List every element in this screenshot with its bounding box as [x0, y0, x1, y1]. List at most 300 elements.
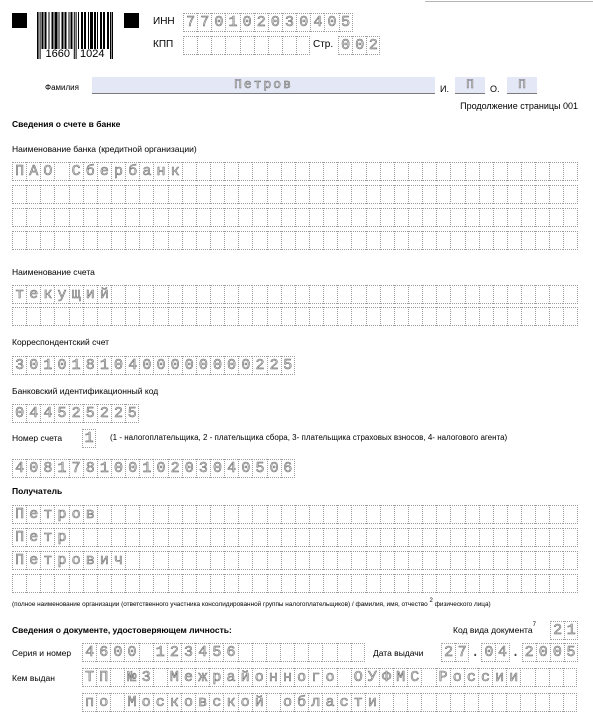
recipient-field-line-4-cell[interactable]: [281, 574, 295, 593]
bank-name-field-line-2-cell[interactable]: [54, 185, 68, 204]
recipient-field-line-2-cell[interactable]: [323, 528, 337, 547]
recipient-field-line-2-cell[interactable]: [224, 528, 238, 547]
bank-name-field-line-3-cell[interactable]: [337, 208, 351, 227]
bank-name-field-line-4-cell[interactable]: [139, 231, 153, 250]
recipient-field-line-4-cell[interactable]: [83, 574, 97, 593]
bank-name-field-line-1-cell[interactable]: [210, 162, 224, 181]
bank-name-field-line-4-cell[interactable]: [479, 231, 493, 250]
recipient-field-line-1[interactable]: [12, 505, 578, 524]
issued-by-field-line-2-cell[interactable]: о: [238, 693, 252, 712]
issued-by-field-line-2-cell[interactable]: к: [223, 693, 237, 712]
bank-name-field-line-1-cell[interactable]: е: [97, 162, 111, 181]
bank-name-field-line-1-cell[interactable]: [281, 162, 295, 181]
recipient-field-line-2-cell[interactable]: [479, 528, 493, 547]
bank-name-field-line-3-cell[interactable]: [54, 208, 68, 227]
recipient-field-line-3-cell[interactable]: о: [69, 551, 83, 570]
bank-name-field-line-2-cell[interactable]: [196, 185, 210, 204]
recipient-field-line-1-cell[interactable]: о: [69, 505, 83, 524]
bank-name-field-line-2-cell[interactable]: [83, 185, 97, 204]
issued-by-field-line-1-cell[interactable]: Ф: [379, 668, 393, 687]
account-number-field-cell[interactable]: 6: [281, 459, 295, 478]
recipient-field-line-2-cell[interactable]: [408, 528, 422, 547]
account-name-field-line-2-cell[interactable]: [153, 307, 167, 326]
recipient-field-line-3-cell[interactable]: [408, 551, 422, 570]
recipient-field-line-3-cell[interactable]: [168, 551, 182, 570]
bik-field-cell[interactable]: 5: [54, 404, 68, 423]
series-number-field-cell[interactable]: [308, 643, 322, 662]
page-number-field[interactable]: [338, 36, 380, 55]
account-name-field-line-1-cell[interactable]: [182, 285, 196, 304]
recipient-field-line-1-cell[interactable]: [351, 505, 365, 524]
bank-name-field-line-1-cell[interactable]: [436, 162, 450, 181]
issued-by-field-line-1-cell[interactable]: У: [365, 668, 379, 687]
issued-by-field-line-2-cell[interactable]: с: [153, 693, 167, 712]
inn-field-cell[interactable]: 0: [324, 13, 338, 32]
account-name-field-line-1-cell[interactable]: [549, 285, 563, 304]
recipient-field-line-2-cell[interactable]: [507, 528, 521, 547]
bank-name-field-line-2[interactable]: [12, 185, 578, 204]
series-number-field-cell[interactable]: 0: [110, 643, 124, 662]
inn-field-cell[interactable]: 7: [197, 13, 211, 32]
recipient-field-line-1-cell[interactable]: [507, 505, 521, 524]
bank-name-field-line-2-cell[interactable]: [521, 185, 535, 204]
kpp-field-cell[interactable]: [197, 36, 211, 55]
account-name-field-line-2-cell[interactable]: [436, 307, 450, 326]
issued-by-field-line-1-cell[interactable]: е: [181, 668, 195, 687]
bank-name-field-line-4-cell[interactable]: [549, 231, 563, 250]
bank-name-field-line-4-cell[interactable]: [168, 231, 182, 250]
bank-name-field-line-1-cell[interactable]: [563, 162, 577, 181]
bank-name-field-line-1-cell[interactable]: [493, 162, 507, 181]
inn-field-cell[interactable]: 1: [225, 13, 239, 32]
recipient-field-line-4-cell[interactable]: [139, 574, 153, 593]
recipient-field-line-3-cell[interactable]: [281, 551, 295, 570]
recipient-field-line-1-cell[interactable]: [139, 505, 153, 524]
account-name-field-line-1-cell[interactable]: [366, 285, 380, 304]
recipient-field-line-1-cell[interactable]: [238, 505, 252, 524]
account-name-field-line-1-cell[interactable]: [238, 285, 252, 304]
recipient-field-line-2-cell[interactable]: р: [54, 528, 68, 547]
issued-by-field-line-1-cell[interactable]: [520, 668, 534, 687]
recipient-field-line-3-cell[interactable]: [295, 551, 309, 570]
account-number-field-cell[interactable]: 8: [83, 459, 97, 478]
recipient-field-line-3-cell[interactable]: [139, 551, 153, 570]
issued-by-field-line-2-cell[interactable]: [563, 693, 577, 712]
account-number-field-cell[interactable]: 3: [196, 459, 210, 478]
bank-name-field-line-2-cell[interactable]: [139, 185, 153, 204]
account-name-field-line-2-cell[interactable]: [168, 307, 182, 326]
account-name-field-line-1-cell[interactable]: [323, 285, 337, 304]
corr-account-field-cell[interactable]: 0: [210, 356, 224, 375]
account-number-field-cell[interactable]: 0: [125, 459, 139, 478]
recipient-field-line-4[interactable]: [12, 574, 578, 593]
account-name-field-line-1-cell[interactable]: к: [40, 285, 54, 304]
recipient-field-line-1-cell[interactable]: [295, 505, 309, 524]
corr-account-field-cell[interactable]: 5: [281, 356, 295, 375]
bank-name-field-line-4-cell[interactable]: [295, 231, 309, 250]
bank-name-field-line-3-cell[interactable]: [69, 208, 83, 227]
issued-by-field-line-2-cell[interactable]: й: [252, 693, 266, 712]
bank-name-field-line-3-cell[interactable]: [422, 208, 436, 227]
bank-name-field-line-4[interactable]: [12, 231, 578, 250]
account-name-field-line-1-cell[interactable]: [351, 285, 365, 304]
account-name-field-line-2-cell[interactable]: [54, 307, 68, 326]
inn-field-cell[interactable]: 0: [240, 13, 254, 32]
account-name-field-line-2-cell[interactable]: [366, 307, 380, 326]
bank-name-field-line-2-cell[interactable]: [182, 185, 196, 204]
issued-by-field-line-2-cell[interactable]: [492, 693, 506, 712]
bank-name-field-line-3-cell[interactable]: [380, 208, 394, 227]
bank-name-field-line-1-cell[interactable]: О: [40, 162, 54, 181]
issued-by-field-line-2-cell[interactable]: [520, 693, 534, 712]
recipient-field-line-2-cell[interactable]: [337, 528, 351, 547]
recipient-field-line-4-cell[interactable]: [394, 574, 408, 593]
bank-name-field-line-1-cell[interactable]: [422, 162, 436, 181]
issue-date-field-cell[interactable]: 0: [481, 643, 495, 662]
corr-account-field-cell[interactable]: 0: [54, 356, 68, 375]
recipient-field-line-2-cell[interactable]: [182, 528, 196, 547]
recipient-field-line-1-cell[interactable]: т: [40, 505, 54, 524]
bank-name-field-line-1-cell[interactable]: а: [139, 162, 153, 181]
issued-by-field-line-1-cell[interactable]: П: [96, 668, 110, 687]
account-name-field-line-1-cell[interactable]: [493, 285, 507, 304]
account-name-field-line-2-cell[interactable]: [111, 307, 125, 326]
page-number-field-cell[interactable]: 2: [366, 36, 380, 55]
bank-name-field-line-4-cell[interactable]: [351, 231, 365, 250]
issued-by-field-line-1-cell[interactable]: н: [266, 668, 280, 687]
issue-date-field-cell[interactable]: 0: [550, 643, 564, 662]
corr-account-field-cell[interactable]: 0: [168, 356, 182, 375]
recipient-field-line-1-cell[interactable]: [210, 505, 224, 524]
series-number-field-cell[interactable]: 1: [153, 643, 167, 662]
recipient-field-line-4-cell[interactable]: [549, 574, 563, 593]
bank-name-field-line-2-cell[interactable]: [97, 185, 111, 204]
recipient-field-line-2-cell[interactable]: [450, 528, 464, 547]
recipient-field-line-3-cell[interactable]: [493, 551, 507, 570]
bank-name-field-line-4-cell[interactable]: [394, 231, 408, 250]
issued-by-field-line-1-cell[interactable]: Р: [436, 668, 450, 687]
account-name-field-line-2-cell[interactable]: [69, 307, 83, 326]
bik-field-cell[interactable]: 0: [12, 404, 26, 423]
account-name-field-line-1-cell[interactable]: е: [26, 285, 40, 304]
issued-by-field-line-1-cell[interactable]: [110, 668, 124, 687]
issue-date-field-cell[interactable]: 4: [495, 643, 509, 662]
recipient-field-line-1-cell[interactable]: П: [12, 505, 26, 524]
account-name-field-line-1-cell[interactable]: [436, 285, 450, 304]
recipient-field-line-2-cell[interactable]: [210, 528, 224, 547]
account-name-field-line-2-cell[interactable]: [351, 307, 365, 326]
recipient-field-line-1-cell[interactable]: в: [83, 505, 97, 524]
account-number-field-cell[interactable]: 4: [12, 459, 26, 478]
recipient-field-line-1-cell[interactable]: [323, 505, 337, 524]
issued-by-field-line-1-cell[interactable]: [153, 668, 167, 687]
account-name-field-line-1-cell[interactable]: й: [97, 285, 111, 304]
bank-name-field-line-2-cell[interactable]: [366, 185, 380, 204]
recipient-field-line-4-cell[interactable]: [210, 574, 224, 593]
corr-account-field-cell[interactable]: 0: [26, 356, 40, 375]
account-name-field-line-2-cell[interactable]: [309, 307, 323, 326]
account-name-field-line-2-cell[interactable]: [521, 307, 535, 326]
bank-name-field-line-3-cell[interactable]: [507, 208, 521, 227]
bank-name-field-line-4-cell[interactable]: [12, 231, 26, 250]
corr-account-field-cell[interactable]: 2: [252, 356, 266, 375]
corr-account-field-cell[interactable]: 1: [40, 356, 54, 375]
account-name-field-line-2-cell[interactable]: [563, 307, 577, 326]
bank-name-field-line-1-cell[interactable]: б: [83, 162, 97, 181]
bank-name-field-line-1-cell[interactable]: [224, 162, 238, 181]
account-name-field-line-2-cell[interactable]: [139, 307, 153, 326]
account-name-field-line-1-cell[interactable]: [422, 285, 436, 304]
issued-by-field-line-1-cell[interactable]: Т: [82, 668, 96, 687]
account-name-field-line-2-cell[interactable]: [479, 307, 493, 326]
bank-name-field-line-3-cell[interactable]: [153, 208, 167, 227]
recipient-field-line-4-cell[interactable]: [323, 574, 337, 593]
account-name-field-line-2-cell[interactable]: [224, 307, 238, 326]
bank-name-field-line-2-cell[interactable]: [26, 185, 40, 204]
bank-name-field-line-3-cell[interactable]: [323, 208, 337, 227]
bank-name-field-line-4-cell[interactable]: [238, 231, 252, 250]
series-number-field-cell[interactable]: 0: [124, 643, 138, 662]
corr-account-field-cell[interactable]: 1: [97, 356, 111, 375]
account-name-field-line-2-cell[interactable]: [493, 307, 507, 326]
page-number-field-cell[interactable]: 0: [352, 36, 366, 55]
account-name-field-line-1-cell[interactable]: и: [83, 285, 97, 304]
recipient-field-line-1-cell[interactable]: [182, 505, 196, 524]
corr-account-field-cell[interactable]: 0: [111, 356, 125, 375]
account-number-field-cell[interactable]: 0: [210, 459, 224, 478]
bank-name-field-line-1-cell[interactable]: [479, 162, 493, 181]
recipient-field-line-2[interactable]: [12, 528, 578, 547]
bank-name-field-line-1-cell[interactable]: [380, 162, 394, 181]
issued-by-field-line-2-cell[interactable]: [464, 693, 478, 712]
recipient-field-line-1-cell[interactable]: [366, 505, 380, 524]
account-number-field[interactable]: [12, 459, 295, 478]
recipient-field-line-2-cell[interactable]: [535, 528, 549, 547]
account-number-field-cell[interactable]: 0: [26, 459, 40, 478]
recipient-field-line-2-cell[interactable]: [436, 528, 450, 547]
recipient-field-line-2-cell[interactable]: [521, 528, 535, 547]
recipient-field-line-1-cell[interactable]: [111, 505, 125, 524]
bank-name-field-line-3-cell[interactable]: [281, 208, 295, 227]
recipient-field-line-4-cell[interactable]: [69, 574, 83, 593]
bank-name-field-line-3-cell[interactable]: [97, 208, 111, 227]
recipient-field-line-4-cell[interactable]: [54, 574, 68, 593]
account-name-field-line-1-cell[interactable]: т: [12, 285, 26, 304]
bank-name-field-line-2-cell[interactable]: [323, 185, 337, 204]
issued-by-field-line-2[interactable]: [82, 693, 577, 712]
kpp-field-cell[interactable]: [183, 36, 197, 55]
account-name-field-line-1-cell[interactable]: у: [54, 285, 68, 304]
account-name-field-line-2-cell[interactable]: [252, 307, 266, 326]
recipient-field-line-4-cell[interactable]: [563, 574, 577, 593]
account-name-field-line-1-cell[interactable]: [168, 285, 182, 304]
bank-name-field-line-1-cell[interactable]: [252, 162, 266, 181]
corr-account-field-cell[interactable]: 0: [153, 356, 167, 375]
recipient-field-line-3-cell[interactable]: [465, 551, 479, 570]
recipient-field-line-3-cell[interactable]: ч: [111, 551, 125, 570]
bank-name-field-line-4-cell[interactable]: [210, 231, 224, 250]
bank-name-field-line-1-cell[interactable]: [521, 162, 535, 181]
account-name-field-line-2-cell[interactable]: [40, 307, 54, 326]
account-name-field-line-1-cell[interactable]: [153, 285, 167, 304]
issued-by-field-line-2-cell[interactable]: [436, 693, 450, 712]
bank-name-field-line-3[interactable]: [12, 208, 578, 227]
recipient-field-line-3-cell[interactable]: [323, 551, 337, 570]
issued-by-field-line-1-cell[interactable]: о: [294, 668, 308, 687]
recipient-field-line-4-cell[interactable]: [26, 574, 40, 593]
issued-by-field-line-2-cell[interactable]: [421, 693, 435, 712]
bank-name-field-line-1-cell[interactable]: [507, 162, 521, 181]
bank-name-field-line-2-cell[interactable]: [281, 185, 295, 204]
series-number-field-cell[interactable]: 6: [223, 643, 237, 662]
issued-by-field-line-1-cell[interactable]: 3: [139, 668, 153, 687]
account-type-field[interactable]: [82, 429, 96, 448]
recipient-field-line-2-cell[interactable]: [563, 528, 577, 547]
account-name-field-line-1[interactable]: [12, 285, 578, 304]
bank-name-field-line-2-cell[interactable]: [549, 185, 563, 204]
recipient-field-line-1-cell[interactable]: [450, 505, 464, 524]
issued-by-field-line-2-cell[interactable]: о: [181, 693, 195, 712]
inn-field-cell[interactable]: 0: [211, 13, 225, 32]
bank-name-field-line-1-cell[interactable]: [309, 162, 323, 181]
account-number-field-cell[interactable]: 5: [252, 459, 266, 478]
series-number-field-cell[interactable]: 4: [82, 643, 96, 662]
kpp-field-cell[interactable]: [225, 36, 239, 55]
issued-by-field-line-2-cell[interactable]: т: [351, 693, 365, 712]
bank-name-field-line-3-cell[interactable]: [111, 208, 125, 227]
account-name-field-line-2[interactable]: [12, 307, 578, 326]
account-name-field-line-2-cell[interactable]: [450, 307, 464, 326]
recipient-field-line-4-cell[interactable]: [535, 574, 549, 593]
issued-by-field-line-1-cell[interactable]: [535, 668, 549, 687]
bank-name-field-line-3-cell[interactable]: [252, 208, 266, 227]
bank-name-field-line-4-cell[interactable]: [535, 231, 549, 250]
kpp-field-cell[interactable]: [254, 36, 268, 55]
issued-by-field-line-2-cell[interactable]: с: [209, 693, 223, 712]
account-number-field-cell[interactable]: 0: [267, 459, 281, 478]
bank-name-field-line-3-cell[interactable]: [83, 208, 97, 227]
recipient-field-line-1-cell[interactable]: [309, 505, 323, 524]
inn-field-cell[interactable]: 5: [339, 13, 353, 32]
series-number-field-cell[interactable]: [280, 643, 294, 662]
bank-name-field-line-3-cell[interactable]: [238, 208, 252, 227]
recipient-field-line-4-cell[interactable]: [521, 574, 535, 593]
recipient-field-line-2-cell[interactable]: [465, 528, 479, 547]
bank-name-field-line-2-cell[interactable]: [210, 185, 224, 204]
account-name-field-line-2-cell[interactable]: [210, 307, 224, 326]
bank-name-field-line-4-cell[interactable]: [26, 231, 40, 250]
recipient-field-line-1-cell[interactable]: [267, 505, 281, 524]
issue-date-field-cell[interactable]: 2: [522, 643, 536, 662]
bank-name-field-line-2-cell[interactable]: [507, 185, 521, 204]
issued-by-field-line-2-cell[interactable]: к: [167, 693, 181, 712]
bank-name-field-line-1-cell[interactable]: А: [26, 162, 40, 181]
account-name-field-line-2-cell[interactable]: [394, 307, 408, 326]
bank-name-field-line-4-cell[interactable]: [267, 231, 281, 250]
account-name-field-line-1-cell[interactable]: [408, 285, 422, 304]
document-type-code-field[interactable]: [550, 621, 578, 640]
bank-name-field-line-1-cell[interactable]: н: [153, 162, 167, 181]
bank-name-field-line-4-cell[interactable]: [450, 231, 464, 250]
corr-account-field-cell[interactable]: 0: [196, 356, 210, 375]
issued-by-field-line-1-cell[interactable]: о: [450, 668, 464, 687]
bank-name-field-line-2-cell[interactable]: [380, 185, 394, 204]
recipient-field-line-3-cell[interactable]: [521, 551, 535, 570]
bank-name-field-line-1-cell[interactable]: [535, 162, 549, 181]
account-name-field-line-1-cell[interactable]: [281, 285, 295, 304]
issued-by-field-line-2-cell[interactable]: [535, 693, 549, 712]
recipient-field-line-3-cell[interactable]: [549, 551, 563, 570]
recipient-field-line-1-cell[interactable]: [493, 505, 507, 524]
recipient-field-line-1-cell[interactable]: [521, 505, 535, 524]
account-name-field-line-2-cell[interactable]: [337, 307, 351, 326]
series-number-field-cell[interactable]: 6: [96, 643, 110, 662]
account-name-field-line-2-cell[interactable]: [295, 307, 309, 326]
account-name-field-line-2-cell[interactable]: [422, 307, 436, 326]
recipient-field-line-4-cell[interactable]: [12, 574, 26, 593]
recipient-field-line-2-cell[interactable]: [366, 528, 380, 547]
bank-name-field-line-4-cell[interactable]: [54, 231, 68, 250]
bank-name-field-line-3-cell[interactable]: [366, 208, 380, 227]
bank-name-field-line-2-cell[interactable]: [125, 185, 139, 204]
recipient-field-line-4-cell[interactable]: [168, 574, 182, 593]
issued-by-field-line-2-cell[interactable]: [549, 693, 563, 712]
issued-by-field-line-2-cell[interactable]: л: [308, 693, 322, 712]
recipient-field-line-1-cell[interactable]: [252, 505, 266, 524]
bank-name-field-line-3-cell[interactable]: [196, 208, 210, 227]
bank-name-field-line-1-cell[interactable]: [366, 162, 380, 181]
account-name-field-line-2-cell[interactable]: [281, 307, 295, 326]
account-name-field-line-2-cell[interactable]: [267, 307, 281, 326]
recipient-field-line-1-cell[interactable]: [337, 505, 351, 524]
inn-field-cell[interactable]: 0: [268, 13, 282, 32]
account-name-field-line-2-cell[interactable]: [507, 307, 521, 326]
bank-name-field-line-1-cell[interactable]: [450, 162, 464, 181]
account-name-field-line-1-cell[interactable]: [224, 285, 238, 304]
inn-field-cell[interactable]: 3: [282, 13, 296, 32]
recipient-field-line-2-cell[interactable]: [83, 528, 97, 547]
series-number-field-cell[interactable]: [139, 643, 153, 662]
bank-name-field-line-1-cell[interactable]: [267, 162, 281, 181]
account-name-field-line-2-cell[interactable]: [465, 307, 479, 326]
bank-name-field-line-1-cell[interactable]: [54, 162, 68, 181]
issued-by-field-line-2-cell[interactable]: с: [337, 693, 351, 712]
issued-by-field-line-1-cell[interactable]: М: [393, 668, 407, 687]
account-name-field-line-1-cell[interactable]: [139, 285, 153, 304]
recipient-field-line-2-cell[interactable]: [196, 528, 210, 547]
recipient-field-line-3-cell[interactable]: [153, 551, 167, 570]
recipient-field-line-4-cell[interactable]: [295, 574, 309, 593]
recipient-field-line-3-cell[interactable]: [479, 551, 493, 570]
bik-field-cell[interactable]: 4: [26, 404, 40, 423]
bank-name-field-line-2-cell[interactable]: [394, 185, 408, 204]
bank-name-field-line-2-cell[interactable]: [69, 185, 83, 204]
bik-field[interactable]: [12, 404, 139, 423]
bank-name-field-line-2-cell[interactable]: [40, 185, 54, 204]
recipient-field-line-2-cell[interactable]: [238, 528, 252, 547]
bik-field-cell[interactable]: 5: [125, 404, 139, 423]
account-number-field-cell[interactable]: 1: [139, 459, 153, 478]
recipient-field-line-1-cell[interactable]: [436, 505, 450, 524]
series-number-field-cell[interactable]: [322, 643, 336, 662]
issued-by-field-line-2-cell[interactable]: и: [365, 693, 379, 712]
issue-date-field-cell[interactable]: 5: [564, 643, 578, 662]
recipient-field-line-2-cell[interactable]: [267, 528, 281, 547]
issued-by-field-line-1-cell[interactable]: с: [478, 668, 492, 687]
recipient-field-line-2-cell[interactable]: [252, 528, 266, 547]
bank-name-field-line-2-cell[interactable]: [351, 185, 365, 204]
recipient-field-line-4-cell[interactable]: [450, 574, 464, 593]
